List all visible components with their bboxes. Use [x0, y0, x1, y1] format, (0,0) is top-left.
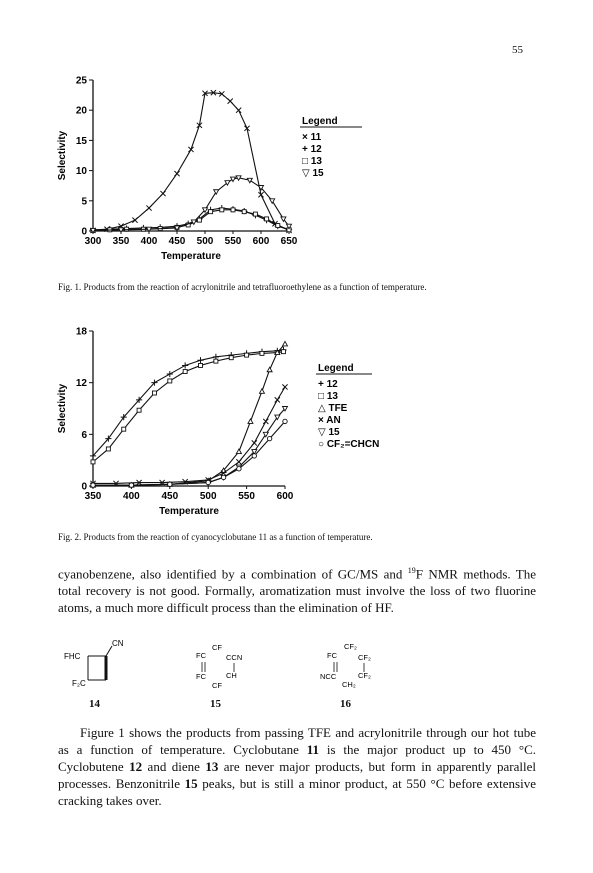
x-tick-label: 350: [84, 491, 102, 502]
data-point-triangle-up-marker: [283, 341, 288, 346]
body-text: are never major products, but form in apparently parallel processes. Benzonitrile: [58, 759, 536, 791]
series-line: [93, 344, 285, 485]
data-point-circle-marker: [91, 483, 95, 487]
body-text: and diene: [142, 759, 206, 774]
x-tick-label: 500: [199, 491, 217, 502]
y-tick-label: 5: [81, 196, 87, 208]
legend-entry: ▽ 15: [318, 427, 340, 438]
data-point-triangle-up-marker: [236, 449, 241, 454]
data-point-square-marker: [168, 379, 172, 383]
data-point-circle-marker: [267, 436, 271, 440]
data-point-square-marker: [122, 427, 126, 431]
figure-2-caption: Fig. 2. Products from the reaction of cyanocyclobutane 11 as a function of temperature.: [58, 532, 373, 542]
body-text: Figure 1 shows the products from passing TFE and acrylonitrile through our hot tube as a function of temperature. Cyclobutane: [58, 725, 536, 757]
structure-label: CF₂: [358, 671, 371, 680]
legend-entry: ▽ 15: [302, 168, 324, 179]
compound-ref: 13: [205, 759, 219, 774]
structure-label: FHC: [64, 652, 81, 661]
data-point-plus-marker: [197, 357, 203, 363]
data-point-x-marker: [252, 440, 257, 445]
structure-label: NCC: [320, 672, 337, 681]
superscript: 19: [407, 566, 416, 575]
legend-entry: + 12: [318, 379, 338, 390]
compound-ref: 11: [306, 742, 320, 757]
x-tick-label: 400: [123, 491, 140, 502]
data-point-plus-marker: [167, 371, 173, 377]
compound-number-14: 14: [89, 698, 100, 710]
data-point-square-marker: [214, 359, 218, 363]
body-paragraph-1: [58, 562, 536, 616]
body-text: peaks, but is still a minor product, at 550 °C before extensive cracking takes over.: [58, 776, 536, 808]
y-tick-label: 12: [75, 378, 87, 390]
data-point-circle-marker: [129, 483, 133, 487]
data-point-square-marker: [91, 460, 95, 464]
body-paragraph-2: [58, 724, 536, 809]
legend-entry: □ 13: [318, 391, 338, 402]
series-line: [93, 387, 285, 483]
y-tick-label: 0: [81, 481, 87, 493]
x-tick-label: 600: [276, 491, 294, 502]
y-tick-label: 6: [81, 429, 87, 441]
legend-title: Legend: [302, 116, 338, 127]
data-point-square-marker: [183, 369, 187, 373]
y-tick-label: 10: [75, 166, 87, 178]
x-tick-label: 500: [196, 236, 214, 247]
legend-title: Legend: [318, 363, 354, 374]
data-point-triangle-up-marker: [248, 419, 253, 424]
y-tick-label: 0: [81, 226, 87, 238]
compound-number-15: 15: [210, 698, 221, 710]
compound-number-16: 16: [340, 698, 351, 710]
data-point-x-marker: [263, 419, 268, 424]
data-point-triangle-up-marker: [267, 367, 272, 372]
data-point-square-marker: [245, 353, 249, 357]
x-tick-label: 300: [84, 236, 102, 247]
compound-ref: 12: [129, 759, 143, 774]
x-tick-label: 550: [224, 236, 242, 247]
legend-entry: □ 13: [302, 156, 322, 167]
x-tick-label: 650: [280, 236, 298, 247]
data-point-x-marker: [275, 397, 280, 402]
data-point-triangle-up-marker: [259, 389, 264, 394]
legend-entry: + 12: [302, 144, 322, 155]
y-tick-label: 15: [75, 135, 87, 147]
data-point-x-marker: [236, 459, 241, 464]
structure-label: FC: [196, 672, 206, 681]
structure-label: CF₂: [358, 653, 371, 662]
structure-16: [320, 642, 371, 689]
structure-label: CF₂: [344, 642, 357, 651]
body-text: is the major product up to 450 °C. Cyclobutene: [58, 742, 536, 774]
data-point-square-marker: [260, 351, 264, 355]
series-line: [93, 352, 283, 462]
x-axis-label: Temperature: [159, 506, 219, 517]
data-point-square-marker: [229, 356, 233, 360]
body-text: F NMR methods. The total recovery is not good. Formally, aromatization must involve the loss of two fluorine atoms, a much more difficult process than the elimination of HF.: [58, 566, 536, 616]
structure-label: CF: [212, 681, 222, 690]
data-point-circle-marker: [252, 454, 256, 458]
y-axis-label: Selectivity: [57, 383, 68, 434]
x-tick-label: 450: [161, 491, 179, 502]
data-point-circle-marker: [221, 475, 225, 479]
data-point-circle-marker: [237, 467, 241, 471]
x-tick-label: 450: [168, 236, 186, 247]
x-tick-label: 400: [140, 236, 158, 247]
y-axis-label: Selectivity: [57, 130, 68, 181]
x-tick-label: 350: [112, 236, 130, 247]
structure-15: [196, 643, 242, 690]
structure-label: CCN: [226, 653, 243, 662]
data-point-plus-marker: [182, 362, 188, 368]
data-point-square-marker: [152, 391, 156, 395]
data-point-square-marker: [106, 447, 110, 451]
y-tick-label: 25: [75, 75, 87, 87]
legend-entry: ○ CF₂=CHCN: [318, 439, 380, 450]
data-point-x-marker: [282, 384, 287, 389]
structure-14: [64, 639, 124, 688]
data-point-square-marker: [281, 350, 285, 354]
chemical-structures: [0, 636, 593, 696]
compound-ref: 15: [184, 776, 198, 791]
legend-entry: × AN: [318, 415, 341, 426]
data-point-square-marker: [137, 408, 141, 412]
data-point-circle-marker: [168, 482, 172, 486]
structure-label: CN: [112, 639, 124, 648]
body-text: cyanobenzene, also identified by a combination of GC/MS and: [58, 566, 408, 582]
structure-label: CH₂: [342, 680, 356, 689]
page-number: 55: [512, 44, 523, 56]
structure-label: CH: [226, 671, 237, 680]
y-tick-label: 20: [75, 105, 87, 117]
x-tick-label: 550: [238, 491, 255, 502]
x-tick-label: 600: [252, 236, 270, 247]
legend-entry: △ TFE: [318, 403, 348, 414]
legend-entry: × 11: [302, 132, 322, 143]
data-point-square-marker: [199, 363, 203, 367]
data-point-circle-marker: [283, 419, 287, 423]
structure-label: F₂C: [72, 679, 86, 688]
x-axis-label: Temperature: [161, 251, 221, 262]
structure-label: FC: [196, 651, 206, 660]
figure-1-caption: Fig. 1. Products from the reaction of acrylonitrile and tetrafluoroethylene as a function of temperature.: [58, 282, 427, 292]
y-tick-label: 18: [75, 326, 87, 338]
data-point-circle-marker: [206, 480, 210, 484]
structure-label: CF: [212, 643, 222, 652]
structure-label: FC: [327, 651, 337, 660]
